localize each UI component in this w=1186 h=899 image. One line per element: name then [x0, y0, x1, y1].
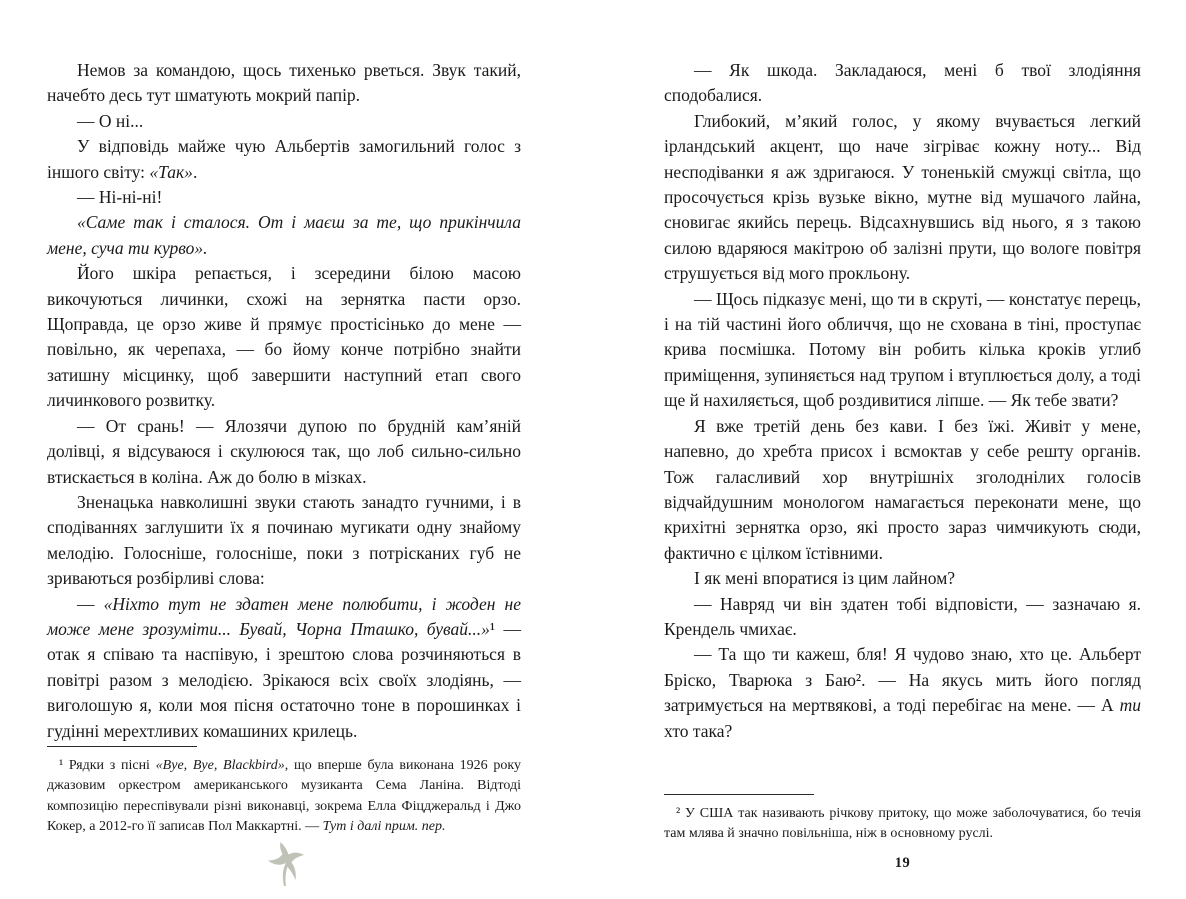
text-run: — [77, 593, 104, 614]
page-right [664, 58, 1141, 888]
paragraph [664, 566, 1141, 591]
paragraph [47, 134, 521, 185]
right-footnote-text [664, 804, 1141, 845]
text-run: — От срань! — Ялозячи дупою по брудній кам’яній долівці, я відсуваюся і скулююся так, що лоб сильно-сильно втискається в коліна. Аж до болю в мізках. [47, 415, 521, 487]
text-run: — Навряд чи він здатен тобі відповісти, — зазначаю я. Крендель чмихає. [664, 593, 1141, 639]
left-footnote-block [47, 746, 521, 838]
text-run: Його шкіра репається, і зсередини білою масою викочуються личинки, схожі на зернятка пасти орзо. Щоправда, це орзо живе й прямує простісінько до мене — повільно, як черепаха, — бо йому конче потрібно знайти затишну місцинку, щоб завершити наступний етап свого личинкового розвитку. [47, 263, 521, 411]
text-run: — Щось підказує мені, що ти в скруті, — констатує перець, і на тій частині його обличчя, що не схована в тіні, проступає крива посмішка. Потому він робить кілька кроків углиб приміщення, зупиняється над трупом і втуплюється долу, а тоді ще й нахиляється, щоб роздивитися ліпше. — Як тебе звати? [664, 288, 1141, 411]
paragraph [664, 414, 1141, 566]
bird-ornament-icon [47, 841, 521, 887]
italic-text: «Саме так і сталося. От і маєш за те, що прикінчила мене, суча ти курво». [47, 212, 521, 258]
text-run: Немов за командою, щось тихенько рветься. Звук такий, начебто десь тут шматують мокрий папір. [47, 60, 521, 106]
paragraph [47, 490, 521, 592]
left-page-text [47, 58, 521, 744]
paragraph [664, 804, 1141, 845]
text-run: ² У США так називають річкову притоку, що може заболочуватися, бо течія там млява й значно повільніша, ніж в основному руслі. [664, 806, 1141, 842]
paragraph [47, 109, 521, 134]
footnote-rule [664, 794, 814, 795]
page-number: 19 [894, 855, 911, 871]
paragraph [47, 592, 521, 744]
right-page-text [664, 58, 1141, 744]
left-footnote-text [47, 756, 521, 838]
text-run: У відповідь майже чую Альбертів замогильний голос з іншого світу: [47, 136, 521, 182]
text-run: Я вже третій день без кави. І без їжі. Живіт у мене, напевно, до хребта присох і всмоктав у себе решту органів. Тож галасливий хор внутрішніх зголоднілих голосів відчайдушним монологом намагається переконати мене, що крихітні зернятка орзо, які просто зараз чимчикують сюди, фактично є цілком їстівними. [664, 415, 1141, 563]
italic-text: «Bye, Bye, Blackbird» [155, 758, 285, 773]
italic-text: ти [1119, 695, 1141, 716]
text-run: — Як шкода. Закладаюся, мені б твої злодіяння сподобалися. [664, 60, 1141, 106]
paragraph [664, 58, 1141, 109]
paragraph [47, 414, 521, 490]
paragraph [47, 210, 521, 261]
paragraph [47, 261, 521, 413]
text-run: ¹ Рядки з пісні [59, 758, 156, 773]
paragraph [47, 58, 521, 109]
paragraph [47, 756, 521, 838]
text-run: . [192, 161, 198, 182]
italic-text: «Ніхто тут не здатен мене полюбити, і жоден не може мене зрозуміти... Бувай, Чорна Пташко, бувай...» [47, 593, 522, 639]
paragraph [47, 185, 521, 210]
paragraph [664, 109, 1141, 287]
italic-text: Тут і далі прим. пер. [322, 819, 446, 835]
italic-text: «Так» [149, 161, 193, 182]
text-run: , що вперше була виконана 1926 року джазовим оркестром американського музиканта Сема Ланіна. Відтоді композицію переспівували різні виконавці, зокрема Елла Фіцджеральд і Джо Кокер, а 2012-го її записав Пол Маккартні. — [47, 758, 521, 835]
text-run: — Ні-ні-ні! [77, 187, 163, 208]
text-run: — Та що ти кажеш, бля! Я чудово знаю, хто це. Альберт Бріско, Тварюка з Баю². — На якусь мить його погляд затримується на мертвякові, а тоді перебігає на мене. — А [664, 644, 1141, 716]
text-run: Зненацька навколишні звуки стають занадто гучними, і в сподіваннях заглушити їх я починаю мугикати одну знайому мелодію. Голосніше, голосніше, поки з потрісканих губ не зриваються розбірливі слова: [47, 491, 521, 589]
paragraph [664, 287, 1141, 414]
footnote-rule [47, 746, 197, 747]
page-left [47, 58, 521, 888]
paragraph [664, 642, 1141, 744]
text-run: — О ні... [77, 110, 144, 131]
text-run: Глибокий, м’який голос, у якому вчувається легкий ірландський акцент, що наче зігріває кожну ноту... Від несподіванки я аж здригаюся. У тоненькій смужці світла, що просочується крізь вузьке вікно, мутне від мушачого лайна, сновигає якийсь перець. Відсахнувшись від нього, я з такою силою вдаряюся макітрою об залізні прути, що вологе повітря струшується від мого прокльону. [664, 110, 1141, 284]
text-run: І як мені впоратися із цим лайном? [694, 568, 956, 589]
text-run: ¹ — отак я співаю та наспівую, і зрештою слова розчиняються в повітрі разом з мелодією. Зрікаюся всіх своїх злодіянь, — виголошую я, коли моя пісня остаточно тоне в порошинках і гудінні мерехтливих комашиних крилець. [47, 618, 521, 741]
text-run: хто така? [664, 720, 733, 741]
paragraph [664, 592, 1141, 643]
right-footnote-block [664, 794, 1141, 845]
